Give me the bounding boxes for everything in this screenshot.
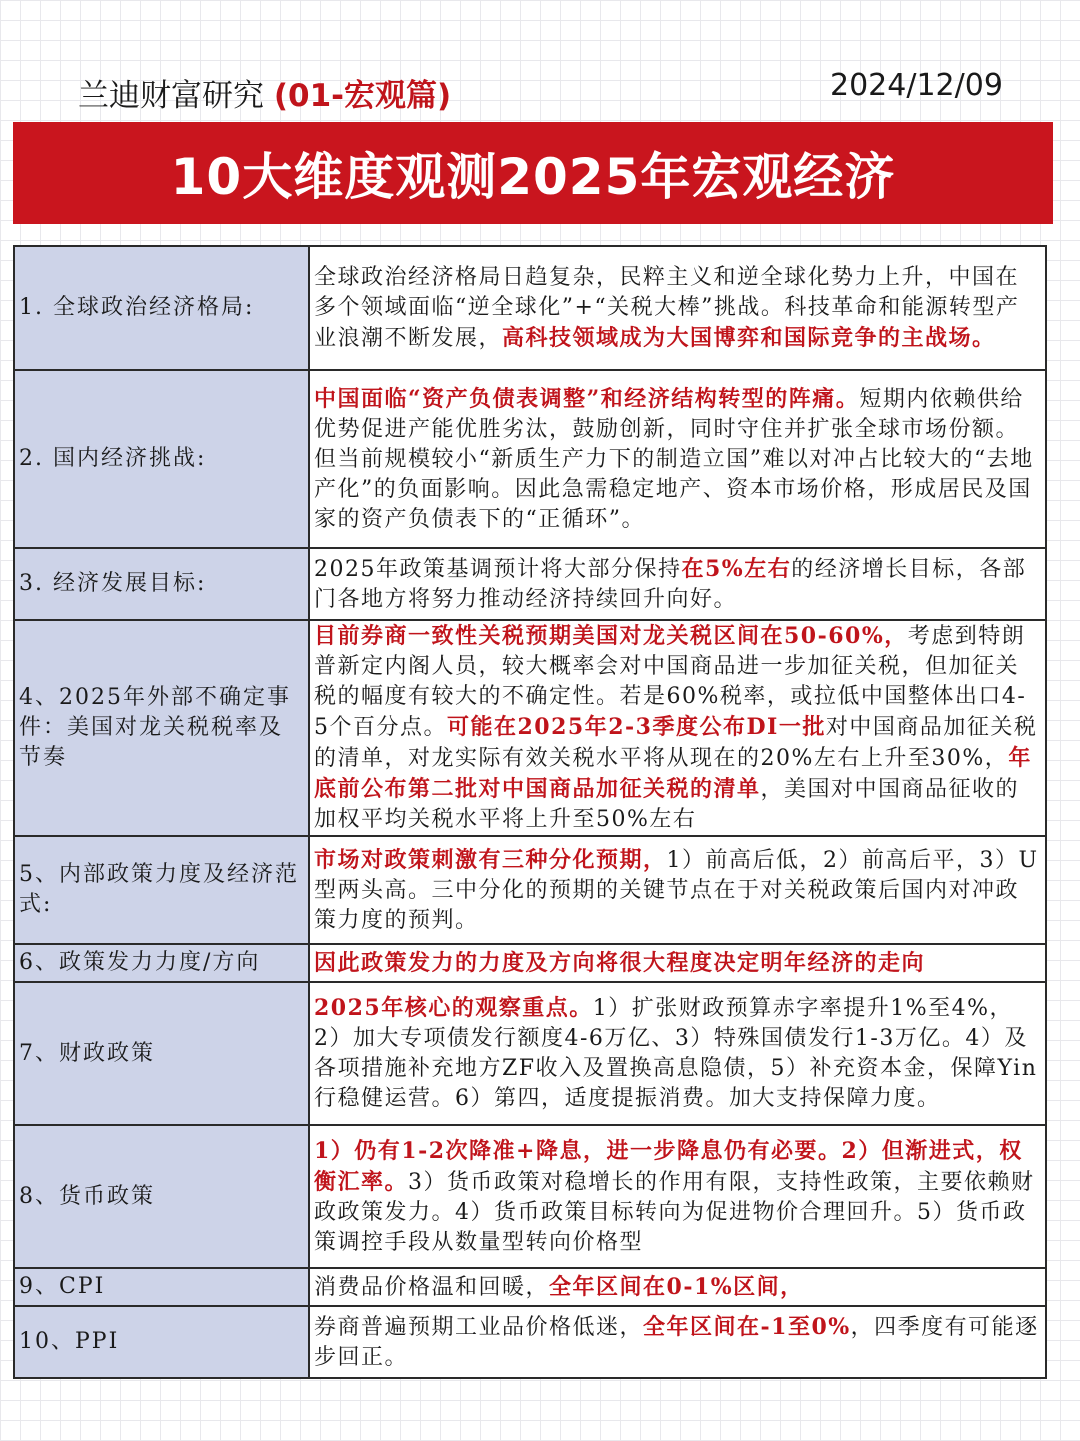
body-text: 1）扩张财政预算赤字率提升1%至4%，2）加大专项债发行额度4-6万亿、3）特殊国债发行1-3万亿。4）及各项措施补充地方ZF收入及置换高息隐债，5）补充资本金，保障Yin行稳健运营。6）第四，适度提振消费。加大支持保障力度。 [314, 996, 1038, 1111]
publish-date: 2024/12/09 [830, 68, 1003, 103]
highlight-text: 2025年核心的观察重点。 [314, 995, 593, 1021]
dimension-label: 4、2025年外部不确定事件：美国对龙关税税率及节奏 [14, 620, 309, 836]
body-text: 对中国商品加征关税的清单，对龙实际有效关税水平将从现在的20%左右上升至30%， [314, 715, 1038, 771]
body-text: ，美国对中国商品征收的加权平均关税水平将上升至50%左右 [314, 777, 1020, 832]
highlight-text: 年底前公布第二批对中国商品加征关税的清单 [314, 745, 1032, 802]
dimension-label: 8、货币政策 [14, 1125, 309, 1268]
dimension-content [309, 548, 1046, 620]
title-banner [13, 122, 1053, 224]
dimension-content [309, 1268, 1046, 1306]
dimension-content [309, 1125, 1046, 1268]
dimension-label: 6、政策发力力度/方向 [14, 944, 309, 982]
highlight-text: 目前券商一致性关税预期美国对龙关税区间在50-60%， [314, 623, 908, 649]
dimension-content [309, 944, 1046, 982]
table-row [14, 548, 1046, 620]
dimension-content [309, 836, 1046, 944]
dimension-content [309, 982, 1046, 1125]
body-text: 的经济增长目标，各部门各地方将努力推动经济持续回升向好。 [314, 556, 1027, 612]
highlight-text: 中国面临“资产负债表调整”和经济结构转型的阵痛。 [314, 385, 860, 412]
dimension-label: 10、PPI [14, 1306, 309, 1378]
body-text: 全球政治经济格局日趋复杂，民粹主义和逆全球化势力上升，中国在多个领域面临“逆全球化”+“关税大棒”挑战。科技革命和能源转型产业浪潮不断发展， [314, 264, 1020, 351]
table-row [14, 370, 1046, 548]
highlight-text: 可能在2025年2-3季度公布DI一批 [447, 714, 826, 740]
table-row [14, 1125, 1046, 1268]
page-title: 10大维度观测2025年宏观经济 [170, 148, 896, 206]
highlight-text: 市场对政策刺激有三种分化预期， [314, 846, 667, 873]
dimension-label: 9、CPI [14, 1268, 309, 1306]
body-text: 消费品价格温和回暖， [314, 1274, 550, 1300]
dimension-label: 1. 全球政治经济格局: [14, 246, 309, 370]
highlight-text: 全年区间在0-1%区间， [549, 1273, 804, 1300]
table-row [14, 944, 1046, 982]
table-row [14, 836, 1046, 944]
dimension-content [309, 246, 1046, 370]
dimension-content [309, 370, 1046, 548]
table-row [14, 1306, 1046, 1378]
dimension-label: 3. 经济发展目标: [14, 548, 309, 620]
body-text: 3）货币政策对稳增长的作用有限，支持性政策，主要依赖财政政策发力。4）货币政策目标转向为促进物价合理回升。5）货币政策调控手段从数量型转向价格型 [314, 1169, 1035, 1255]
dimensions-table-body [14, 246, 1046, 1378]
table-row [14, 982, 1046, 1125]
dimension-label: 7、财政政策 [14, 982, 309, 1125]
highlight-text: 在5%左右 [681, 555, 792, 582]
body-text: 短期内依赖供给优势促进产能优胜劣汰，鼓励创新，同时守住并扩张全球市场份额。但当前规模较小“新质生产力下的制造立国”难以对冲占比较大的“去地产化”的负面影响。因此急需稳定地产、资本市场价格，形成居民及国家的资产负债表下的“正循环”。 [314, 386, 1034, 532]
dimension-label: 2. 国内经济挑战: [14, 370, 309, 548]
body-text: 券商普遍预期工业品价格低迷， [314, 1314, 644, 1340]
dimension-label: 5、内部政策力度及经济范式: [14, 836, 309, 944]
series-tag: (01-宏观篇) [273, 78, 452, 114]
body-text: 2025年政策基调预计将大部分保持 [314, 556, 682, 582]
table-row [14, 620, 1046, 836]
body-text: 1）前高后低，2）前高后平，3）U型两头高。三中分化的预期的关键节点在于对关税政策后国内对冲政策力度的预判。 [314, 847, 1039, 933]
dimension-content [309, 620, 1046, 836]
highlight-text: 全年区间在-1至0% [643, 1313, 851, 1340]
highlight-text: 高科技领域成为大国博弈和国际竞争的主战场。 [502, 324, 996, 351]
dimension-content [309, 1306, 1046, 1378]
body-text: 考虑到特朗普新定内阁人员，较大概率会对中国商品进一步加征关税，但加征关税的幅度有较大的不确定性。若是60%税率，或拉低中国整体出口4-5个百分点。 [314, 624, 1027, 740]
body-text: ，四季度有可能逐步回正。 [314, 1314, 1039, 1370]
header-brand [78, 70, 451, 115]
dimensions-table [13, 245, 1047, 1379]
brand-name: 兰迪财富研究 [78, 78, 264, 114]
highlight-text: 因此政策发力的力度及方向将很大程度决定明年经济的走向 [314, 949, 926, 976]
table-row [14, 246, 1046, 370]
highlight-text: 1）仍有1-2次降准+降息，进一步降息仍有必要。2）但渐进式，权衡汇率。 [314, 1137, 1023, 1195]
table-row [14, 1268, 1046, 1306]
